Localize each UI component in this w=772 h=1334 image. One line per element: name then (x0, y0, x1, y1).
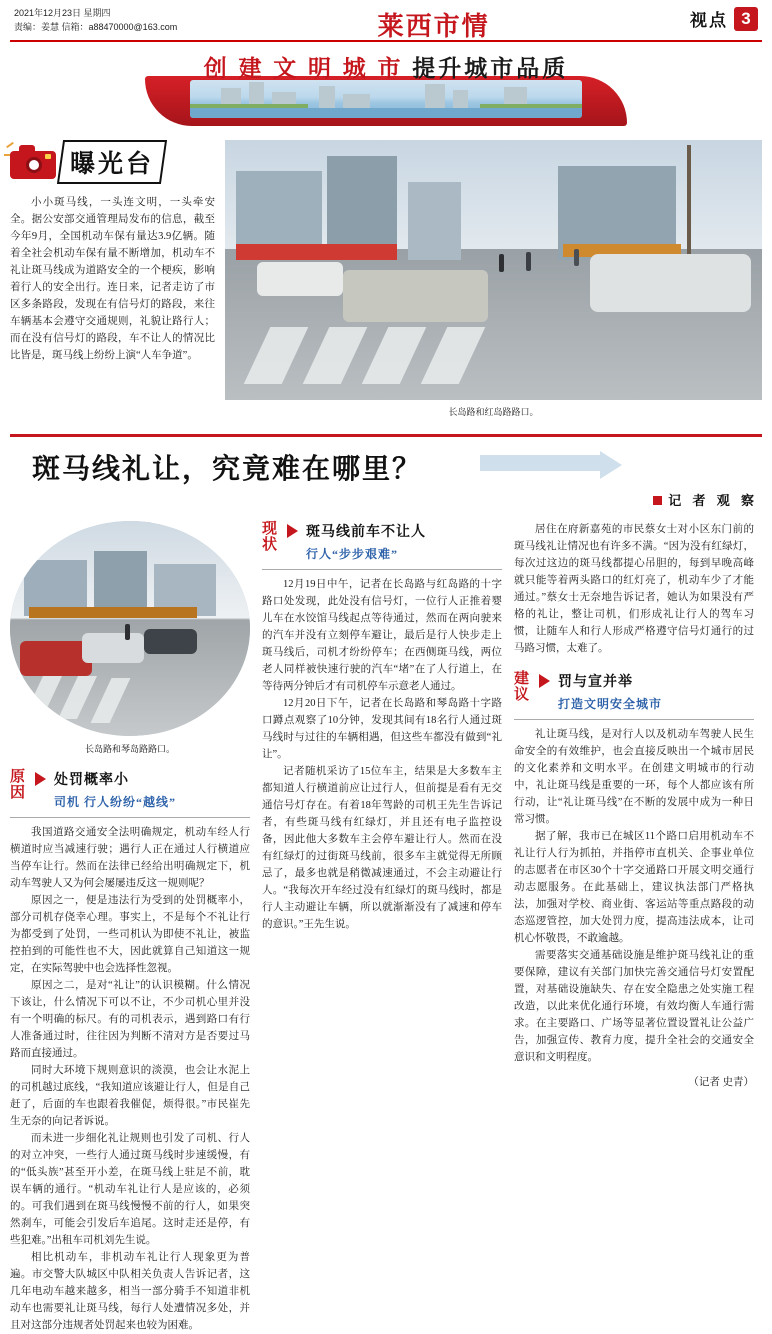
paper-title-wrap (177, 6, 690, 43)
exposure-section (10, 140, 762, 418)
paragraph: 礼让斑马线，是对行人以及机动车驾驶人民生命安全的有效维护，也会直接反映出一个城市居民的文化素养和文明水平。在创建文明城市的行动中，礼让斑马线是重要的一环，每个人都应该有所行动，让“礼让斑马线”在不断的发展中成为一种日常习惯。 (514, 729, 754, 825)
section-name: 视点 (690, 11, 728, 30)
headline-accent-bar (480, 455, 600, 471)
issue-date: 2021年12月23日 星期四 (14, 8, 111, 18)
editor-line: 责编：姜慧 信箱：a88470000@163.com (14, 22, 178, 32)
paragraph: 原因之二，是对“礼让”的认识模糊。什么情况下该让，什么情况下可以不让，不少司机心里并没有一个明确的标尺。有的司机表示，遇到路口有行人准备通过时，往往因为判断不清对方是否要过马路而直接通过。 (10, 980, 250, 1059)
photo-van (590, 254, 751, 311)
paragraph: 同时大环境下规则意识的淡漠，也会让水泥上的司机越过底线，“我知道应该避让行人，但是自己赶了，后面的车也跟着我催促，烦得很。”市民崔先生无奈的向记者诉说。 (10, 1065, 250, 1127)
section-kicker-cause: 原因 (10, 769, 26, 801)
section-header-suggestion (514, 671, 754, 712)
banner-title-dark: 提升城市品质 (412, 56, 569, 81)
masthead (10, 0, 762, 42)
exposure-title: 曝光台 (70, 151, 155, 178)
triangle-icon (35, 772, 46, 786)
triangle-icon (539, 674, 550, 688)
divider (10, 817, 250, 818)
divider (262, 569, 502, 570)
section-header-cause (10, 769, 250, 810)
section-title-secondary: 打造文明安全城市 (558, 697, 663, 711)
photo-building (94, 551, 147, 616)
main-headline: 斑马线礼让，究竟难在哪里？ (32, 454, 423, 485)
section-title-group (558, 671, 754, 712)
exposure-right (225, 140, 762, 418)
exposure-body: 小小斑马线，一头连文明，一头牵安全。据公安部交通管理局发布的信息，截至今年9月，全国机动车保有量达3.9亿辆。随着全社会机动车保有量不断增加，机动车不礼让斑马线成为道路安全的一个梗疾，影响着行人的安全出行。连日来，记者走访了市区多条路段，发现在有信号灯的路段，来往车辆基本会遵守交通规则，礼貌让路行人；而在没有信号灯的路段，车不让人的情况比比皆是，斑马线上纷纷上演“人车争道”。 (10, 197, 215, 361)
photo-shop-sign (236, 244, 397, 260)
photo-caption-left: 长岛路和琴岛路路口。 (84, 744, 175, 754)
photo-building (408, 182, 462, 260)
photo-caption-top: 长岛路和红岛路路口。 (448, 407, 539, 417)
headline-arrow-icon (600, 451, 622, 479)
photo-pedestrian (526, 252, 531, 271)
banner-title-red: 创 建 文 明 城 市 (203, 56, 404, 81)
section-title-primary: 处罚概率小 (54, 773, 129, 788)
section-title-secondary: 司机 行人纷纷“越线” (54, 795, 177, 809)
paragraph: 相比机动车，非机动车礼让行人现象更为普遍。市交警大队城区中队相关负责人告诉记者，这几年电动车越来越多，相当一部分骑手不知道非机动车也需要礼让斑马线，每行人处遭情况多处，并且对这部分违规者处罚起来也较为困难。 (10, 1252, 250, 1331)
square-bullet-icon (653, 496, 662, 505)
triangle-icon (287, 524, 298, 538)
photo-car-dark (144, 629, 197, 655)
section-indicator (690, 6, 758, 31)
exposure-left (10, 140, 215, 418)
byline: （记者 史青） (688, 1077, 754, 1088)
section-title-primary: 罚与宣并举 (558, 675, 633, 690)
column-left (10, 521, 250, 1334)
cityscape-building (425, 84, 445, 108)
paragraph: 居住在府新嘉苑的市民蔡女士对小区东门前的斑马线礼让情况也有许多不满。“因为没有红绿灯，每次过这边的斑马线都提心吊胆的，每到早晚高峰就只能等着两头路口的红灯亮了，机动车少了才能通过。”蔡女士无奈地告诉记者，她认为如果没有严格的礼让，整让司机，们形成礼让行人的驾车习惯，让随车人和行人形成严格遵守信号灯通行的过马路习惯，太难了。 (514, 524, 754, 654)
photo-tree (687, 145, 691, 265)
column-right (514, 521, 754, 1334)
photo-shop-sign (29, 607, 197, 618)
paragraph: 12月19日中午，记者在长岛路与红岛路的十字路口处发现，此处没有信号灯，一位行人正推着婴儿车在水饺馆马线起点等待通过，然而在两向驶来的汽车并没有立刻停车避让，最后是行人快步走上斑马线后，司机才纷纷停车；在西侧斑马线，两位老人同样被快速行驶的汽车“堵”在了人行道上，在等待两分钟后才有司机停车示意老人通过。 (262, 579, 502, 692)
street-photo-top (225, 140, 762, 400)
paragraph: 据了解，我市已在城区11个路口启用机动车不礼让行人行为抓拍，并指停市直机关、企事业单位的志愿者在市区30个十字交通路口开展文明交通行动志愿服务。在此基础上，建议执法部门严格执法，加强对学校、商业街、客运站等重点路段的动态巡逻管控，加大处罚力度，提高违法成本，让司机心怀敬畏，不敢逾越。 (514, 831, 754, 944)
paragraph: 我国道路交通安全法明确规定，机动车经人行横道时应当减速行驶；遇行人正在通过人行横道应当停车让行。然而在法律已经给出明确规定下，机动车驾驶人又为何会屡屡违反这一规则呢？ (10, 827, 250, 889)
section-title-group (54, 769, 250, 810)
photo-pedestrian (574, 249, 579, 266)
exposure-heading (10, 140, 215, 184)
reporter-observation-label (653, 490, 758, 509)
divider (514, 719, 754, 720)
paragraph: 12月20日下午，记者在长岛路和琴岛路十字路口蹲点观察了10分钟，发现其间有18名行人通过斑马线时与过往的车辆相遇，但这些车都没有做到“礼让”。 (262, 698, 502, 760)
photo-car-silver (343, 270, 488, 322)
cityscape-building (343, 94, 370, 108)
photo-car-white (82, 633, 144, 663)
photo-car-red (20, 641, 92, 675)
photo-pedestrian (125, 624, 130, 640)
photo-pedestrian (499, 254, 504, 272)
paragraph: 而未进一步细化礼让规则也引发了司机、行人的对立冲突，一些行人通过斑马线时步速缓慢，有的“低头族”甚至开小差，在斑马线上驻足不前，耽误车辆的通行。“机动车礼让行人是应该的，必须的。可我们遇到在斑马线慢慢不前的行人，如果突然刹车，可能会引发后车追尾。这时走还是停，有些犯难。”出租车司机刘先生说。 (10, 1133, 250, 1246)
paragraph: 原因之一，便是违法行为受到的处罚概率小，部分司机存侥幸心理。事实上，不是每个不礼让行为都受到了处罚，一些司机认为即使不礼让，被监控拍到的可能性也不大，因此就算自己知道这一规定，在实际驾驶中也会选择性忽视。 (10, 895, 250, 974)
camera-icon (10, 144, 56, 180)
street-photo-circle (10, 521, 250, 736)
section-title-primary: 斑马线前车不让人 (306, 525, 426, 540)
exposure-title-box (57, 140, 167, 184)
paragraph: 记者随机采访了15位车主，结果是大多数车主都知道人行横道前应让过行人，但前提是看有无交通信号灯存在。有着18年驾龄的司机王先生告诉记者，有些斑马线有红绿灯，并且还有电子监控设备，因此他大多数车主会停车避让行人。然而在没有红绿灯的过街斑马线前，很多车主就觉得无所顾忌了，最多也就是稍微减速通过，不会主动避让行人。“我每次开车经过没有红绿灯的斑马线时，都是行人主动避让车辆，所以就渐渐没有了减速和停车的意识。”王先生说。 (262, 766, 502, 930)
observer-text: 记 者 观 察 (668, 493, 758, 508)
page-number-badge: 3 (734, 7, 758, 31)
section-title-group (306, 521, 502, 562)
paper-title: 莱西市情 (377, 12, 490, 42)
banner-cityscape (190, 80, 582, 118)
campaign-banner (10, 46, 762, 132)
section-kicker-suggestion: 建议 (514, 671, 530, 703)
cityscape-building (453, 90, 469, 108)
section-kicker-status: 现状 (262, 521, 278, 553)
cityscape-water (190, 108, 582, 118)
masthead-meta (14, 6, 177, 34)
paragraph: 需要落实交通基础设施是维护斑马线礼让的重要保障，建议有关部门加快完善交通信号灯安置配置，对基础设施缺失、存在安全隐患之处实施工程改造，以此来优化通行环境，有效均衡人车通行需求。在主要路口、广场等显著位置设置礼让公益广告，加强宣传、教育力度，提升全社会的交通安全意识和文明程度。 (514, 950, 754, 1063)
section-title-secondary: 行人“步步艰难” (306, 547, 399, 561)
section-header-status (262, 521, 502, 562)
column-middle (262, 521, 502, 1334)
photo-car-white (257, 262, 343, 296)
main-headline-block (10, 434, 762, 508)
article-columns (10, 521, 762, 1334)
banner-title (204, 50, 569, 83)
cityscape-building (319, 86, 335, 108)
